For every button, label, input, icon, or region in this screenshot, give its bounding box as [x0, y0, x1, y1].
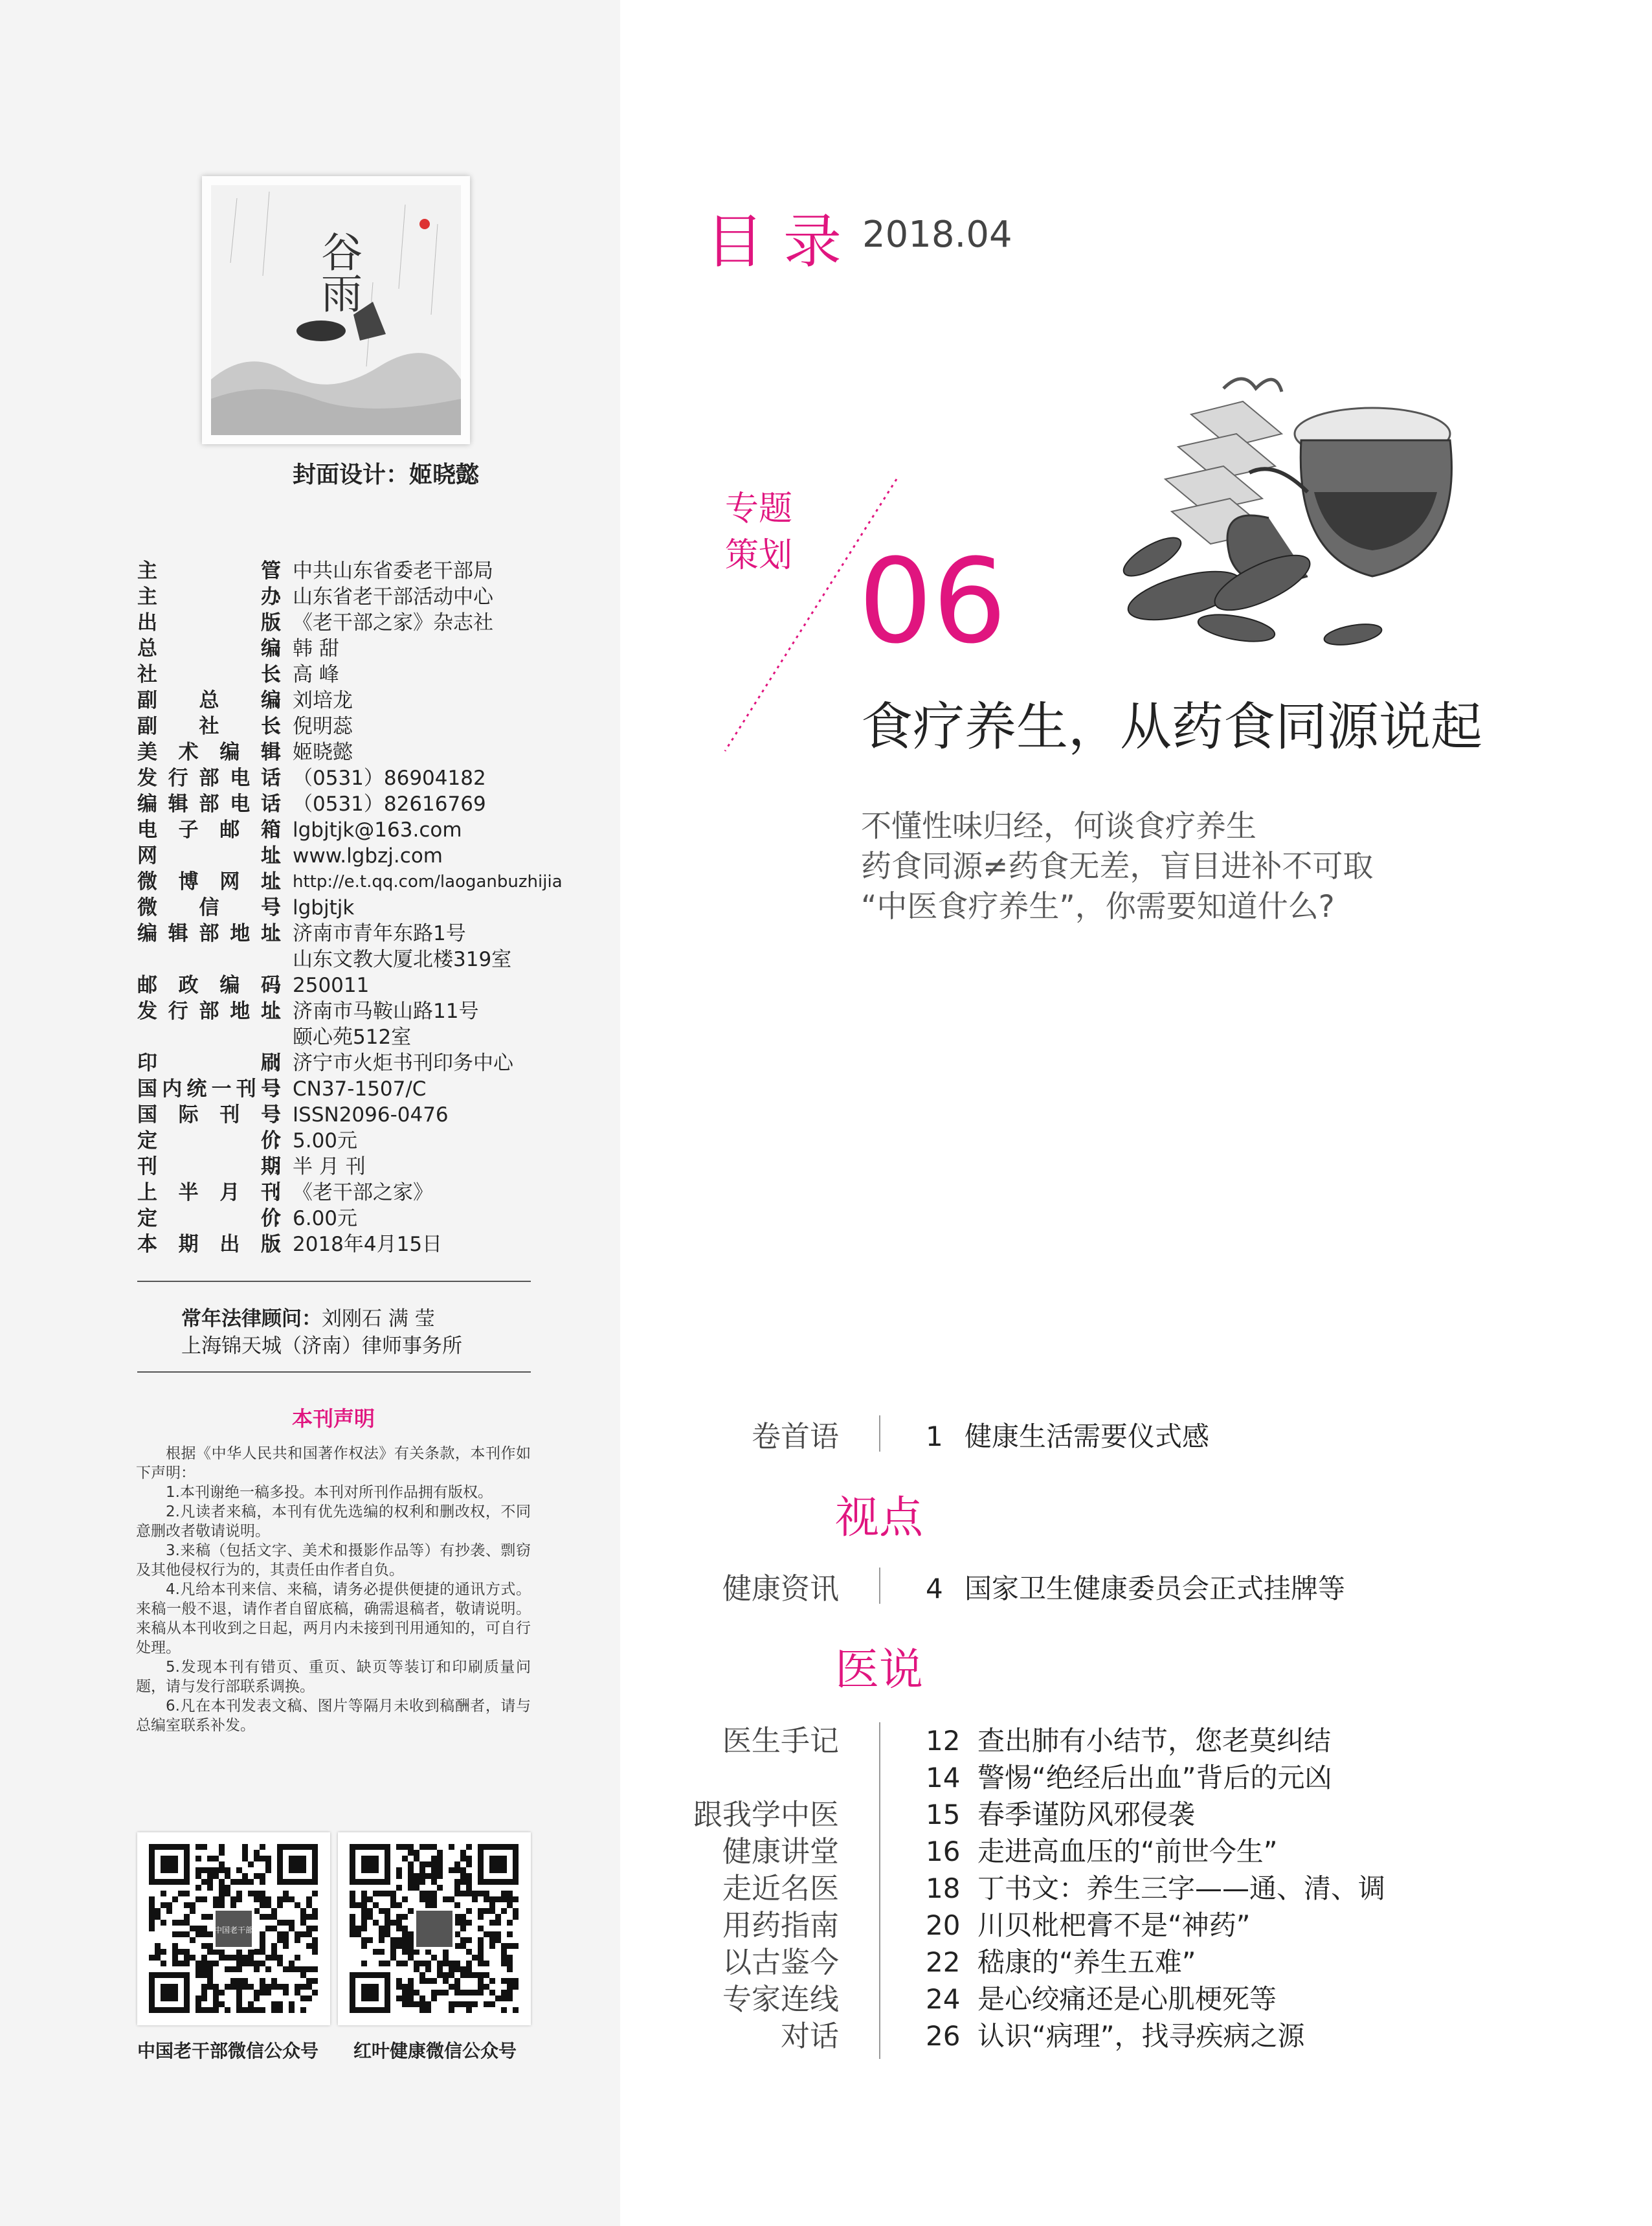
staff-label: 微 博 网 址 ： [137, 869, 293, 895]
toc-entry-title: 嵇康的“养生五难” [977, 1946, 1196, 1978]
toc-entry[interactable] [926, 1418, 1209, 1455]
staff-value: 姬晓懿 [293, 741, 353, 764]
notice-paragraph: 根据《中华人民共和国著作权法》有关条款，本刊作如下声明： [136, 1445, 531, 1481]
staff-value: 半 月 刊 [293, 1155, 366, 1178]
staff-label: 电 子 邮 箱 ： [137, 817, 293, 843]
column-divider [879, 1415, 880, 1452]
feature-label-line: 专题 [725, 489, 793, 528]
toc-page: 18 [926, 1872, 961, 1904]
staff-row [137, 921, 603, 972]
staff-label: 本 期 出 版 ： [137, 1231, 293, 1257]
feature-subtitles [861, 807, 1373, 927]
staff-label: 主 办 ： [137, 584, 293, 610]
feature-label [725, 486, 792, 579]
staff-row [137, 843, 603, 869]
staff-value: 《老干部之家》 [293, 1181, 433, 1204]
divider [137, 1281, 531, 1282]
toc-page: 16 [926, 1836, 961, 1867]
divider [137, 1371, 531, 1373]
staff-row [137, 765, 603, 791]
staff-label: 副 总 编 ： [137, 688, 293, 714]
staff-value[interactable]: lgbjtjk@163.com [293, 818, 462, 842]
column-name: 走近名医 [722, 1871, 839, 1906]
toc-entry[interactable] [926, 1833, 1385, 1870]
column-name: 卷首语 [751, 1419, 839, 1454]
staff-row [137, 1102, 603, 1128]
staff-row [137, 558, 603, 584]
notice-paragraph: 3.来稿（包括文字、美术和摄影作品等）有抄袭、剽窃及其他侵权行为的，其责任由作者自负。 [136, 1542, 531, 1579]
staff-row [137, 791, 603, 817]
cover-caption: 封面设计：姬晓懿 [293, 462, 480, 488]
staff-list [137, 558, 603, 1257]
staff-value: （0531）82616769 [293, 793, 486, 816]
staff-row [137, 1050, 603, 1076]
toc-page: 15 [926, 1799, 961, 1830]
toc-entry-title: 国家卫生健康委员会正式挂牌等 [965, 1573, 1346, 1604]
staff-label: 定 价 ： [137, 1128, 293, 1154]
staff-row [137, 636, 603, 662]
staff-label: 出 版 ： [137, 610, 293, 636]
staff-row [137, 817, 603, 843]
staff-row [137, 739, 603, 765]
toc-entry-title: 查出肺有小结节，您老莫纠结 [977, 1725, 1332, 1757]
cover-image [211, 185, 461, 435]
teapot-illustration [1113, 363, 1502, 660]
toc-page: 20 [926, 1909, 961, 1941]
staff-label: 微 信 号 ： [137, 895, 293, 921]
staff-value: 刘培龙 [293, 689, 353, 712]
qr-pattern [338, 1832, 531, 2025]
staff-value: 6.00元 [293, 1207, 358, 1230]
staff-value[interactable]: www.lgbzj.com [293, 844, 443, 868]
toc-page: 22 [926, 1946, 961, 1978]
legal-firm: 上海锦天城（济南）律师事务所 [181, 1334, 462, 1358]
staff-value: ISSN2096-0476 [293, 1103, 449, 1127]
column-name: 跟我学中医 [693, 1797, 839, 1832]
staff-value[interactable]: http://e.t.qq.com/laoganbuzhijia [293, 872, 563, 892]
toc-entry-title: 川贝枇杷膏不是“神药” [977, 1909, 1251, 1941]
staff-row [137, 714, 603, 739]
staff-row [137, 610, 603, 636]
staff-label: 社 长 ： [137, 662, 293, 688]
staff-label: 总 编 ： [137, 636, 293, 662]
toc-entry-list [926, 1722, 1385, 2054]
qr-code-hongye[interactable] [338, 1832, 531, 2025]
qr-caption: 中国老干部微信公众号 [137, 2040, 319, 2062]
toc-entry-title: 春季谨防风邪侵袭 [977, 1799, 1196, 1830]
feature-subtitle: “中医食疗养生”，你需要知道什么? [861, 889, 1335, 925]
column-name: 用药指南 [722, 1908, 839, 1942]
toc-entry-title: 警惕“绝经后出血”背后的元凶 [977, 1762, 1332, 1793]
staff-label: 网 址 ： [137, 843, 293, 869]
toc-entry[interactable] [926, 1796, 1385, 1833]
toc-entry[interactable] [926, 1570, 1345, 1607]
toc-title: 目录 [706, 208, 861, 276]
toc-page: 14 [926, 1762, 961, 1793]
notice-paragraph: 1.本刊谢绝一稿多投。本刊对所刊作品拥有版权。 [166, 1484, 493, 1501]
staff-label: 定 价 ： [137, 1206, 293, 1231]
notice-paragraph: 4.凡给本刊来信、来稿，请务必提供便捷的通讯方式。来稿一般不退，请作者自留底稿，确需退稿者，敬请说明。来稿从本刊收到之日起，两月内未接到刊用通知的，可自行处理。 [136, 1581, 531, 1656]
staff-label: 主 管 ： [137, 558, 293, 584]
feature-subtitle: 药食同源≠药食无差，盲目进补不可取 [861, 849, 1374, 884]
staff-row [137, 1231, 603, 1257]
toc-entry[interactable] [926, 1722, 1385, 1759]
notice-body [136, 1444, 531, 1735]
column-name: 专家连线 [722, 1982, 839, 2016]
qr-caption: 红叶健康微信公众号 [353, 2040, 517, 2062]
column-name [632, 1759, 839, 1796]
column-name: 以古鉴今 [722, 1945, 839, 1979]
staff-row [137, 1076, 603, 1102]
legal-advisor [181, 1305, 462, 1360]
staff-row [137, 584, 603, 610]
staff-row [137, 895, 603, 921]
staff-row [137, 1206, 603, 1231]
staff-label: 发 行 部 地 址 ： [137, 998, 293, 1050]
column-name: 对话 [780, 2019, 839, 2053]
toc-entry-title: 是心绞痛还是心肌梗死等 [977, 1983, 1277, 2015]
column-divider [879, 1568, 880, 1604]
toc-page: 24 [926, 1983, 961, 2015]
staff-value: 济宁市火炬书刊印务中心 [293, 1051, 513, 1075]
staff-label: 印 刷 ： [137, 1050, 293, 1076]
feature-title[interactable]: 食疗养生，从药食同源说起 [861, 697, 1482, 757]
toc-entry-title: 走进高血压的“前世今生” [977, 1836, 1278, 1867]
staff-row [137, 972, 603, 998]
column-name: 健康资讯 [722, 1571, 839, 1606]
notice-paragraph: 6.凡在本刊发表文稿、图片等隔月未收到稿酬者，请与总编室联系补发。 [136, 1698, 531, 1734]
feature-page-number: 06 [858, 534, 1007, 669]
staff-label: 副 社 长 ： [137, 714, 293, 739]
staff-label: 邮 政 编 码 ： [137, 972, 293, 998]
section-heading: 视点 [835, 1492, 924, 1544]
toc-entry[interactable] [926, 1870, 1385, 1907]
staff-label: 编 辑 部 地 址 ： [137, 921, 293, 972]
toc-page: 4 [926, 1573, 943, 1604]
staff-row [137, 688, 603, 714]
column-name: 医生手记 [722, 1724, 839, 1758]
toc-entry[interactable] [926, 2018, 1385, 2054]
staff-label: 美 术 编 辑 ： [137, 739, 293, 765]
staff-row [137, 662, 603, 688]
toc-entry[interactable] [926, 1981, 1385, 2018]
section-heading: 医说 [835, 1645, 924, 1696]
staff-value: 倪明蕊 [293, 715, 353, 738]
staff-value: 2018年4月15日 [293, 1233, 443, 1256]
staff-value: 韩 甜 [293, 637, 339, 660]
staff-row [137, 1180, 603, 1206]
staff-label: 上 半 月 刊 ： [137, 1180, 293, 1206]
staff-value: 250011 [293, 974, 370, 997]
qr-pattern [137, 1832, 330, 2025]
staff-label: 国 内 统 一 刊 号 ： [137, 1076, 293, 1102]
toc-entry[interactable] [926, 1944, 1385, 1981]
staff-label: 发 行 部 电 话 ： [137, 765, 293, 791]
staff-value: 《老干部之家》杂志社 [293, 611, 493, 635]
staff-row [137, 869, 603, 895]
staff-row [137, 1128, 603, 1154]
cover-title-text: 谷雨 [314, 230, 362, 313]
staff-value: 山东省老干部活动中心 [293, 585, 493, 609]
staff-value: 济南市青年东路1号 山东文教大厦北楼319室 [293, 922, 512, 971]
legal-names: 刘刚石 满 莹 [322, 1307, 435, 1331]
staff-value: CN37-1507/C [293, 1077, 427, 1101]
staff-label: 国 际 刊 号 ： [137, 1102, 293, 1128]
toc-page: 26 [926, 2020, 961, 2052]
staff-row [137, 998, 603, 1050]
issue-date: 2018.04 [862, 214, 1012, 256]
staff-value: （0531）86904182 [293, 767, 486, 790]
toc-entry-title: 认识“病理”，找寻疾病之源 [977, 2020, 1305, 2052]
column-name: 健康讲堂 [722, 1834, 839, 1869]
staff-value: 5.00元 [293, 1129, 358, 1152]
toc-page: 12 [926, 1725, 961, 1757]
notice-paragraph: 5.发现本刊有错页、重页、缺页等装订和印刷质量问题，请与发行部联系调换。 [136, 1659, 531, 1695]
qr-code-laoganbu[interactable] [137, 1832, 330, 2025]
staff-value: lgbjtjk [293, 896, 355, 919]
feature-label-line: 策划 [725, 536, 793, 575]
notice-title: 本刊声明 [291, 1406, 375, 1431]
staff-value: 济南市马鞍山路11号 颐心苑512室 [293, 1000, 479, 1049]
staff-label: 刊 期 ： [137, 1154, 293, 1180]
toc-page: 1 [926, 1421, 943, 1452]
svg-text:中国老干部: 中国老干部 [214, 1926, 254, 1935]
column-divider [879, 1722, 880, 2059]
staff-label: 编 辑 部 电 话 ： [137, 791, 293, 817]
staff-row [137, 1154, 603, 1180]
staff-value: 高 峰 [293, 663, 339, 686]
legal-label: 常年法律顾问： [181, 1307, 322, 1331]
toc-entry-title: 丁书文：养生三字——通、清、调 [977, 1872, 1386, 1904]
feature-subtitle: 不懂性味归经，何谈食疗养生 [861, 809, 1256, 844]
cover-thumbnail [202, 176, 470, 444]
notice-paragraph: 2.凡读者来稿，本刊有优先选编的权利和删改权，不同意删改者敬请说明。 [136, 1503, 531, 1540]
toc-entry-title: 健康生活需要仪式感 [965, 1421, 1210, 1452]
toc-entry[interactable] [926, 1759, 1385, 1796]
staff-value: 中共山东省委老干部局 [293, 559, 493, 583]
toc-entry[interactable] [926, 1907, 1385, 1944]
column-list [632, 1722, 839, 2054]
